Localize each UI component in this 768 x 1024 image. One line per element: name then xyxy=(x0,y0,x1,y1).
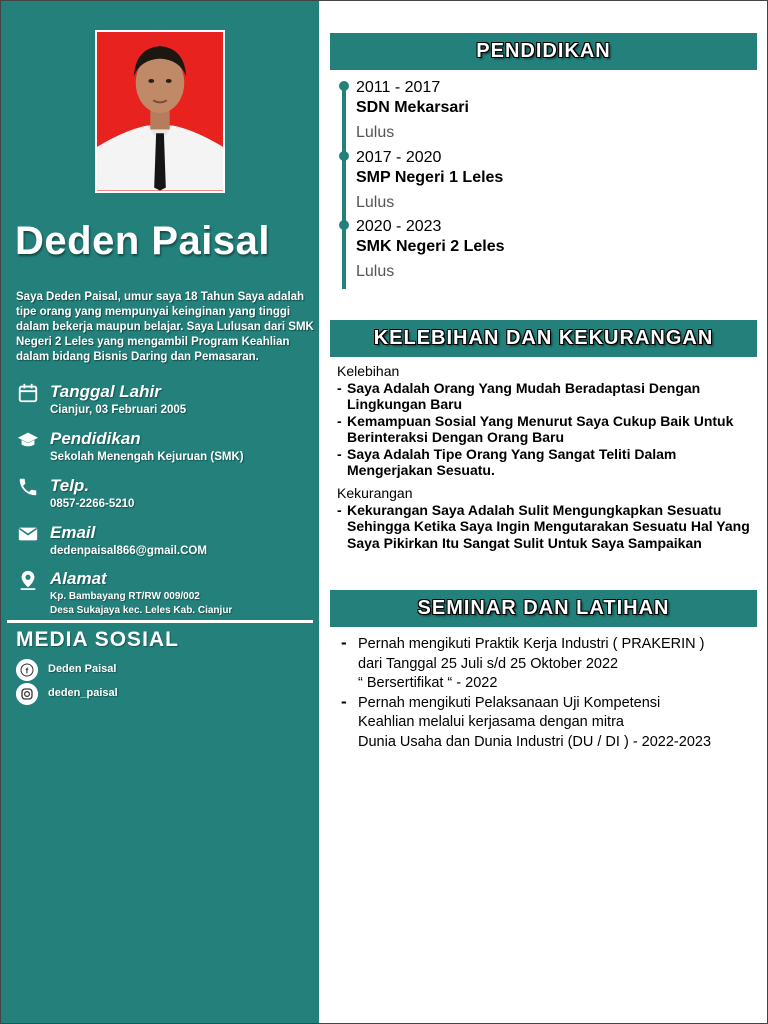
education-section-title: PENDIDIKAN xyxy=(330,33,757,70)
strengths-block xyxy=(337,363,762,479)
seminar-line: Pernah mengikuti Pelaksanaan Uji Kompetensi xyxy=(358,694,661,711)
seminar-line: Keahlian melalui kerjasama dengan mitra xyxy=(358,714,624,730)
seminar-item: - Pernah mengikuti Praktik Kerja Industri ( PRAKERIN ) dari Tanggal 25 Juli s/d 25 Oktober 2022 “ Bersertifikat “ - 2022 xyxy=(341,635,761,694)
education-status: Lulus xyxy=(356,124,395,141)
timeline-dot xyxy=(339,151,349,161)
address-title: Alamat xyxy=(50,569,107,588)
education-years: 2017 - 2020 xyxy=(356,149,442,166)
envelope-icon xyxy=(17,523,39,545)
seminar-line: Pernah mengikuti Praktik Kerja Industri ( PRAKERIN ) xyxy=(358,636,705,652)
strengths-label: Kelebihan xyxy=(337,363,400,379)
graduation-cap-icon xyxy=(17,429,39,451)
weakness-text: Kekurangan Saya Adalah Sulit Mengungkapkan Sesuatu Sehingga Ketika Saya Ingin Mengutarakan Sesuatu Hal Yang Saya Pikirkan Itu Sangat Sulit Untuk Saya Sampaikan xyxy=(347,501,750,551)
education-school: SMP Negeri 1 Leles xyxy=(356,169,504,186)
instagram-icon xyxy=(16,683,38,705)
weaknesses-block xyxy=(337,485,762,551)
seminar-list xyxy=(341,635,761,752)
strengths-section-title: KELEBIHAN DAN KEKURANGAN xyxy=(330,320,757,357)
birth-value: Cianjur, 03 Februari 2005 xyxy=(50,404,187,416)
education-timeline xyxy=(342,84,346,289)
info-phone xyxy=(17,476,312,514)
timeline-dot xyxy=(339,220,349,230)
weaknesses-label: Kekurangan xyxy=(337,485,413,501)
email-title: Email xyxy=(50,523,96,542)
education-status: Lulus xyxy=(356,263,395,280)
seminar-item: - Pernah mengikuti Pelaksanaan Uji Kompetensi Keahlian melalui kerjasama dengan mitra Dunia Usaha dan Dunia Industri (DU / DI ) - 2022-2023 xyxy=(341,694,761,753)
location-pin-icon xyxy=(17,569,39,591)
instagram-label[interactable]: deden_paisal xyxy=(48,687,118,699)
seminar-line: dari Tanggal 25 Juli s/d 25 Oktober 2022 xyxy=(358,655,619,672)
strength-text: Kemampuan Sosial Yang Menurut Saya Cukup Baik Untuk Berinteraksi Dengan Orang Baru xyxy=(347,412,734,445)
seminar-line: Dunia Usaha dan Dunia Industri (DU / DI ) - 2022-2023 xyxy=(358,733,712,750)
strength-item: - Saya Adalah Orang Yang Mudah Beradaptasi Dengan Lingkungan Baru xyxy=(337,379,701,412)
address-value xyxy=(50,590,232,618)
address-line-1: Kp. Bambayang RT/RW 009/002 xyxy=(50,591,200,602)
facebook-label[interactable]: Deden Paisal xyxy=(48,663,117,675)
phone-icon xyxy=(17,476,39,498)
about-text: Saya Deden Paisal, umur saya 18 Tahun Saya adalah tipe orang yang mempunyai keinginan yang tinggi dalam bekerja maupun belajar. Saya Lulusan dari SMK Negeri 2 Leles yang mengambil Program Keahlian dalam bidang Bisnis Daring dan Pemasaran. xyxy=(16,291,314,363)
education-item xyxy=(356,78,736,143)
full-name: Deden Paisal xyxy=(15,219,271,263)
strength-text: Saya Adalah Tipe Orang Yang Sangat Teliti Dalam Mengerjakan Sesuatu. xyxy=(347,445,677,478)
info-address xyxy=(17,569,312,619)
facebook-icon xyxy=(16,659,38,681)
education-item xyxy=(356,148,736,213)
education-status: Lulus xyxy=(356,194,395,211)
seminar-line: “ Bersertifikat “ - 2022 xyxy=(358,675,498,691)
sidebar-divider xyxy=(7,620,313,623)
info-email xyxy=(17,523,312,561)
svg-text:f: f xyxy=(25,666,29,676)
education-school: SDN Mekarsari xyxy=(356,99,469,116)
email-value[interactable]: dedenpaisal866@gmail.COM xyxy=(50,545,207,557)
education-title: Pendidikan xyxy=(50,429,141,448)
info-education xyxy=(17,429,312,467)
education-value: Sekolah Menengah Kejuruan (SMK) xyxy=(50,451,244,463)
strength-text: Saya Adalah Orang Yang Mudah Beradaptasi Dengan Lingkungan Baru xyxy=(347,379,701,412)
education-years: 2011 - 2017 xyxy=(356,79,441,96)
address-line-2: Desa Sukajaya kec. Leles Kab. Cianjur xyxy=(50,605,233,616)
phone-title: Telp. xyxy=(50,476,90,495)
phone-value: 0857-2266-5210 xyxy=(50,498,135,510)
seminar-section-title: SEMINAR DAN LATIHAN xyxy=(330,590,757,627)
strength-item: - Saya Adalah Tipe Orang Yang Sangat Teliti Dalam Mengerjakan Sesuatu. xyxy=(337,445,677,478)
birth-title: Tanggal Lahir xyxy=(50,382,161,401)
info-birth xyxy=(17,382,312,420)
calendar-icon xyxy=(17,382,39,404)
weakness-item: - Kekurangan Saya Adalah Sulit Mengungkapkan Sesuatu Sehingga Ketika Saya Ingin Mengutarakan Sesuatu Hal Yang Saya Pikirkan Itu Sangat Sulit Untuk Saya Sampaikan xyxy=(337,501,750,551)
strength-item: - Kemampuan Sosial Yang Menurut Saya Cukup Baik Untuk Berinteraksi Dengan Orang Baru xyxy=(337,412,734,445)
education-years: 2020 - 2023 xyxy=(356,218,442,235)
education-school: SMK Negeri 2 Leles xyxy=(356,238,505,255)
timeline-dot xyxy=(339,81,349,91)
sidebar xyxy=(1,1,319,1023)
profile-photo xyxy=(95,30,225,193)
social-media-title: MEDIA SOSIAL xyxy=(16,628,179,651)
education-item xyxy=(356,217,736,282)
